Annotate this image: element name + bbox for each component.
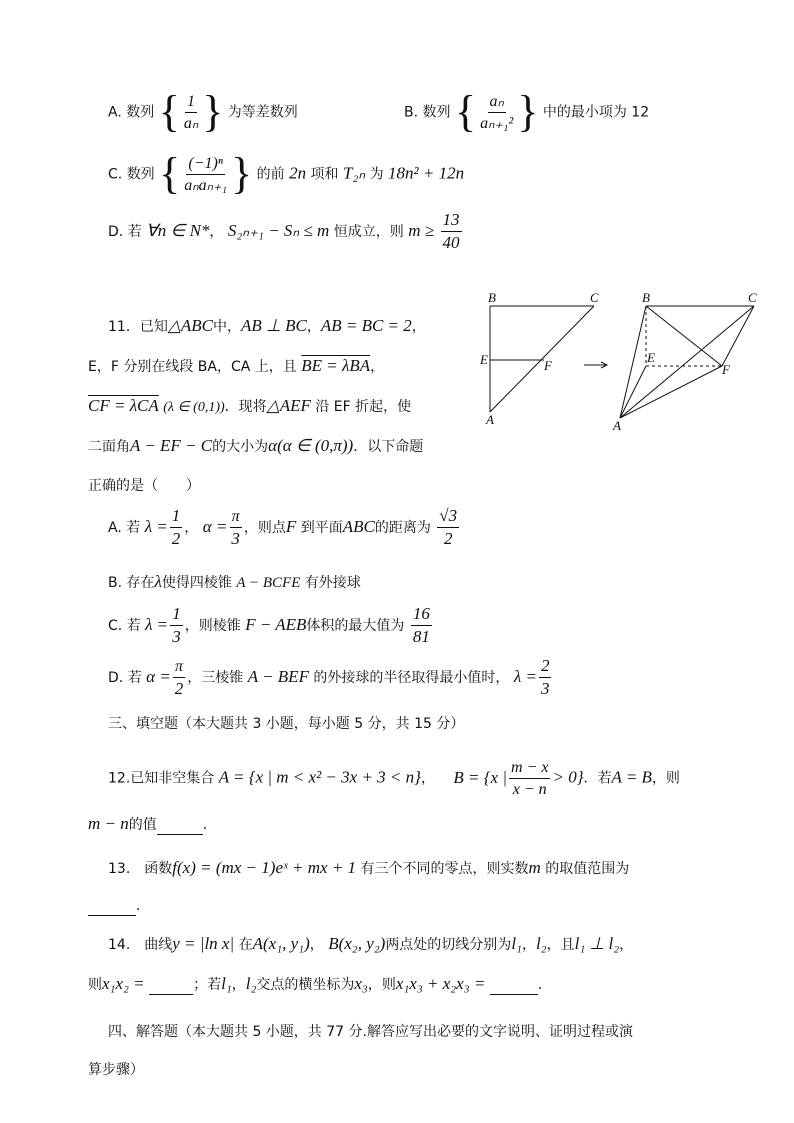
fraction: $\frac{1}{\text{aₙ}}$ — [183, 92, 199, 132]
q11-option-b: B. 存在λ使得四棱锥 A − BCFE 有外接球 — [108, 572, 361, 591]
fraction: $\frac{\text{aₙ}}{\text{aₙ₊₁²}}$ — [480, 92, 514, 132]
edge-ca — [490, 306, 594, 412]
label-C: C — [590, 290, 599, 305]
section-3-heading: 三、填空题（本大题共 3 小题，每小题 5 分，共 15 分） — [108, 716, 465, 732]
section-4-heading-cont: 算步骤） — [88, 1062, 144, 1078]
label-B: B — [488, 290, 496, 305]
section-4-heading: 四、解答题（本大题共 5 小题，共 77 分.解答应写出必要的文字说明、证明过程或演 — [108, 1024, 633, 1040]
q11-line3: CF = λCA (λ ∈ (0,1))．现将△AEF 沿 EF 折起，使 — [88, 396, 412, 415]
q11-option-d: D. 若 α = $\frac{\pi}{2}$ ，三棱锥 A − BEF 的外接球的半径取得最小值时， λ = $\frac{2}{3}$ — [108, 656, 550, 699]
answer-blank[interactable] — [490, 977, 538, 995]
svg-text:B: B — [642, 290, 650, 305]
fraction: $\frac{13}{40}$ — [442, 210, 460, 253]
q13-line1: 13. 函数f(x) = (mx − 1)eˣ + mx + 1 有三个不同的零点，则实数m 的取值范围为 — [108, 858, 630, 877]
q10-option-c: C. 数列 { $\frac{\text{(−1)ⁿ}}{\text{aₙaₙ₊₁}}$ } 的前 2n 项和 T₂ₙ 为 18n² + 12n — [108, 149, 465, 198]
q11-line2: E，F 分别在线段 BA，CA 上，且 BE = λBA， — [88, 356, 385, 375]
answer-blank[interactable] — [88, 898, 136, 916]
q11-line4: 二面角A − EF − C的大小为α(α ∈ (0,π))．以下命题 — [88, 436, 424, 455]
label-E: E — [480, 352, 488, 367]
brace-right: } — [202, 87, 224, 136]
svg-text:F: F — [722, 362, 730, 377]
q13-line2: ． — [88, 898, 150, 916]
brace-left: { — [158, 87, 180, 136]
q10-option-a: A. 数列 { $\frac{1}{\text{aₙ}}$ } 为等差数列 — [108, 87, 298, 136]
q12-line1: 12.已知非空集合 A = {x | m < x² − 3x + 3 < n}， B = {x | $\frac{m - x}{x - n}$ > 0}．若A = B，则 — [108, 759, 680, 799]
q11-option-c: C. 若 λ = $\frac{1}{3}$ ，则棱锥 F − AEB体积的最大值为 $\frac{16}{81}$ — [108, 604, 430, 647]
svg-text:A: A — [613, 418, 621, 433]
label-F: F — [544, 358, 552, 373]
answer-blank[interactable] — [149, 977, 193, 995]
q11-line1: 11．已知△ABC中，AB ⊥ BC，AB = BC = 2， — [108, 316, 426, 335]
q11-line5: 正确的是（ ） — [88, 478, 200, 494]
svg-text:C: C — [748, 290, 757, 305]
q12-line2: m − n的值 ． — [88, 814, 217, 833]
fold-figure — [470, 290, 770, 435]
answer-blank[interactable] — [157, 817, 203, 835]
q10-option-d: D. 若 ∀n ∈ N*， S₂ₙ₊₁ − Sₙ ≤ m 恒成立，则 m ≥ $\frac{13}{40}$ — [108, 210, 460, 253]
fraction: $\frac{\text{(−1)ⁿ}}{\text{aₙaₙ₊₁}}$ — [184, 154, 228, 194]
q14-line1: 14. 曲线y = |ln x| 在A(x₁, y₁)， B(x₂, y₂)两点处的切线分别为l₁，l₂，且l₁ ⊥ l₂， — [108, 934, 634, 953]
q14-line2: 则x₁x₂ = ；若l₁，l₂交点的横坐标为x₃，则x₁x₃ + x₂x₃ = ． — [88, 974, 552, 993]
label-A: A — [486, 412, 494, 427]
q10-option-b: B. 数列 { $\frac{\text{aₙ}}{\text{aₙ₊₁²}}$ } 中的最小项为 12 — [404, 87, 650, 136]
q11-option-a: A. 若 λ = $\frac{1}{2}$ ， α = $\frac{\pi}{3}$ ，则点F 到平面ABC的距离为 $\frac{√3}{2}$ — [108, 506, 458, 549]
svg-text:E: E — [647, 350, 655, 365]
